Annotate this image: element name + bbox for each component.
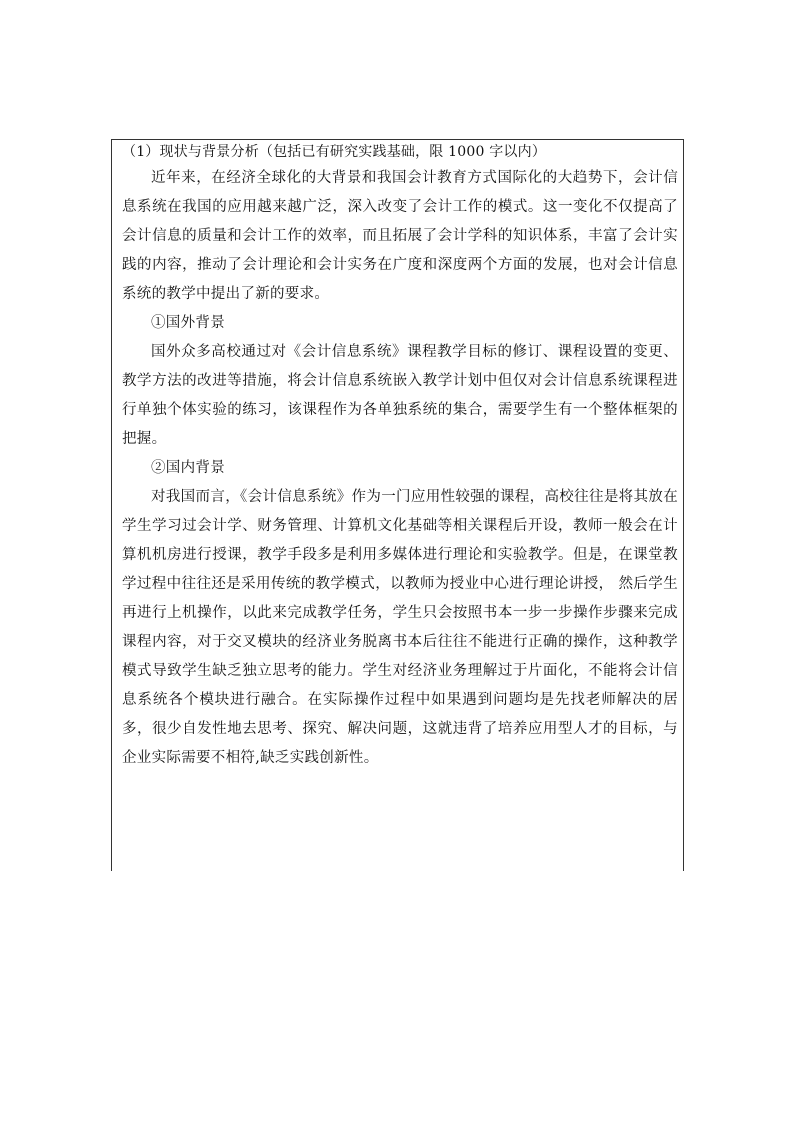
form-table-cell: [111, 139, 684, 871]
section-body: [122, 164, 678, 773]
subheading-foreign-background: ①国外背景: [151, 315, 225, 331]
paragraph-foreign-background: 国外众多高校通过对《会计信息系统》课程教学目标的修订、课程设置的变更、教学方法的改进等措施，将会计信息系统嵌入教学计划中但仅对会计信息系统课程进行单独个体实验的练习，该课程作为各单独系统的集合，需要学生有一个整体框架的把握。: [122, 344, 678, 447]
section-heading: （1）现状与背景分析（包括已有研究实践基础，限 1000 字以内）: [122, 144, 547, 160]
paragraph-domestic-background: 对我国而言，《会计信息系统》作为一门应用性较强的课程，高校往往是将其放在学生学习过会计学、财务管理、计算机文化基础等相关课程后开设，教师一般会在计算机机房进行授课，教学手段多是利用多媒体进行理论和实验教学。但是，在课堂教学过程中往往还是采用传统的教学模式，以教师为授业中心进行理论讲授， 然后学生再进行上机操作，以此来完成教学任务，学生只会按照书本一步一步操作步骤来完成课程内容，对于交叉模块的经济业务脱离书本后往往不能进行正确的操作，这种教学模式导致学生缺乏独立思考的能力。学生对经济业务理解过于片面化，不能将会计信息系统各个模块进行融合。在实际操作过程中如果遇到问题均是先找老师解决的居多，很少自发性地去思考、探究、解决问题，这就违背了培养应用型人才的目标，与企业实际需要不相符,缺乏实践创新性。: [122, 489, 678, 766]
subheading-domestic-background: ②国内背景: [151, 460, 225, 476]
paragraph-intro: 近年来，在经济全球化的大背景和我国会计教育方式国际化的大趋势下，会计信息系统在我国的应用越来越广泛，深入改变了会计工作的模式。这一变化不仅提高了会计信息的质量和会计工作的效率，而且拓展了会计学科的知识体系，丰富了会计实践的内容，推动了会计理论和会计实务在广度和深度两个方面的发展，也对会计信息系统的教学中提出了新的要求。: [122, 170, 678, 302]
